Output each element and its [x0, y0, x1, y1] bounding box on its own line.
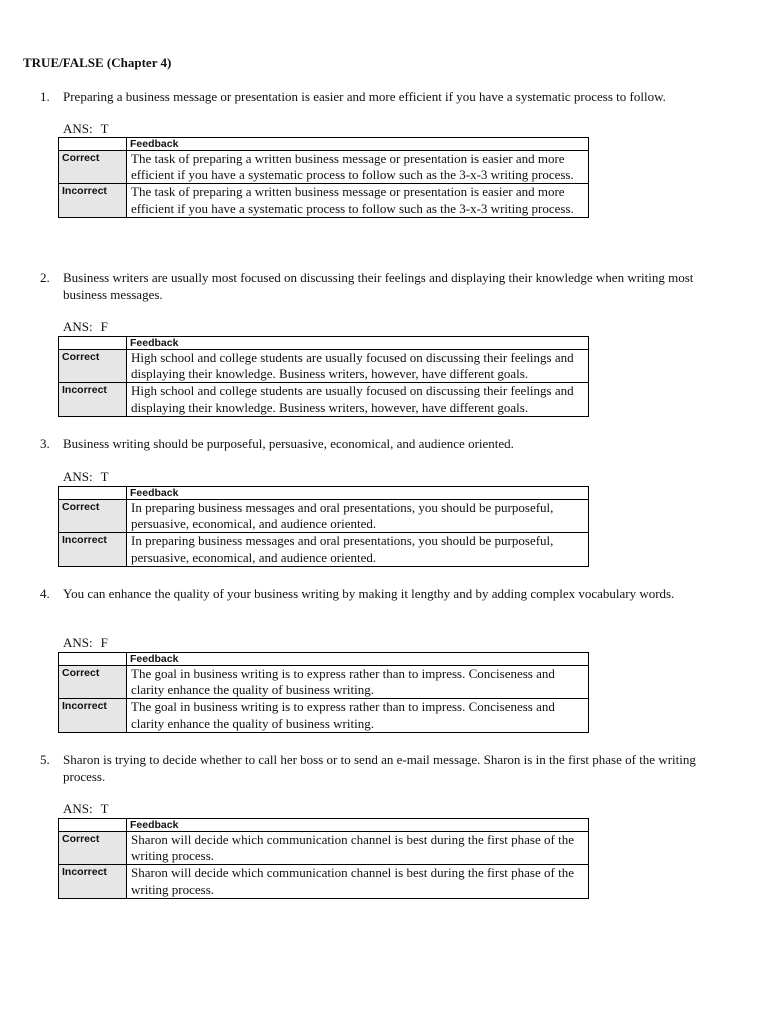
answer-line [63, 469, 109, 485]
answer-line [63, 635, 108, 651]
feedback-header: Feedback [127, 819, 589, 832]
answer-value: T [100, 121, 109, 136]
feedback-header-row [59, 138, 589, 151]
feedback-header-blank [59, 337, 127, 350]
feedback-header-row [59, 337, 589, 350]
question-number: 5. [40, 752, 50, 767]
feedback-incorrect-row [59, 699, 589, 732]
question-number: 1. [40, 89, 50, 104]
question-text: Business writers are usually most focused on discussing their feelings and displaying their knowledge when writing most business messages. [63, 270, 694, 302]
feedback-header-row [59, 487, 589, 500]
incorrect-label: Incorrect [59, 533, 127, 566]
feedback-correct-row [59, 500, 589, 533]
feedback-correct-row [59, 832, 589, 865]
feedback-header-row [59, 653, 589, 666]
feedback-table [58, 486, 589, 567]
feedback-header: Feedback [127, 653, 589, 666]
answer-line [63, 801, 109, 817]
incorrect-feedback-text: Sharon will decide which communication channel is best during the first phase of the writing process. [127, 865, 589, 898]
correct-label: Correct [59, 151, 127, 184]
question-text: Sharon is trying to decide whether to call her boss or to send an e-mail message. Sharon is in the first phase of the writing process. [63, 752, 696, 784]
answer-value: F [100, 319, 108, 334]
question-text: You can enhance the quality of your business writing by making it lengthy and by adding complex vocabulary words. [63, 586, 675, 601]
correct-feedback-text: Sharon will decide which communication channel is best during the first phase of the writing process. [127, 832, 589, 865]
page-title: TRUE/FALSE (Chapter 4) [23, 55, 172, 70]
correct-label: Correct [59, 832, 127, 865]
question-number: 3. [40, 436, 50, 451]
feedback-correct-row [59, 151, 589, 184]
question-text: Preparing a business message or presentation is easier and more efficient if you have a systematic process to follow. [63, 89, 666, 104]
incorrect-feedback-text: In preparing business messages and oral presentations, you should be purposeful, persuasive, economical, and audience oriented. [127, 533, 589, 566]
correct-label: Correct [59, 500, 127, 533]
answer-value: T [100, 469, 109, 484]
incorrect-feedback-text: The goal in business writing is to express rather than to impress. Conciseness and clarity enhance the quality of business writing. [127, 699, 589, 732]
answer-label: ANS: [63, 469, 93, 484]
feedback-table [58, 818, 589, 899]
feedback-incorrect-row [59, 865, 589, 898]
question-number: 4. [40, 586, 50, 601]
feedback-incorrect-row [59, 533, 589, 566]
feedback-header: Feedback [127, 487, 589, 500]
feedback-header-blank [59, 819, 127, 832]
incorrect-feedback-text: The task of preparing a written business message or presentation is easier and more efficient if you have a systematic process to follow such as the 3-x-3 writing process. [127, 184, 589, 217]
answer-line [63, 121, 109, 137]
question-number: 2. [40, 270, 50, 285]
incorrect-label: Incorrect [59, 865, 127, 898]
correct-feedback-text: The goal in business writing is to express rather than to impress. Conciseness and clarity enhance the quality of business writing. [127, 666, 589, 699]
answer-label: ANS: [63, 801, 93, 816]
feedback-table [58, 137, 589, 218]
question-text: Business writing should be purposeful, persuasive, economical, and audience oriented. [63, 436, 514, 451]
incorrect-label: Incorrect [59, 699, 127, 732]
feedback-correct-row [59, 666, 589, 699]
correct-label: Correct [59, 350, 127, 383]
incorrect-label: Incorrect [59, 383, 127, 416]
feedback-header-blank [59, 138, 127, 151]
correct-feedback-text: In preparing business messages and oral presentations, you should be purposeful, persuasive, economical, and audience oriented. [127, 500, 589, 533]
answer-value: T [100, 801, 109, 816]
answer-line [63, 319, 108, 335]
answer-label: ANS: [63, 635, 93, 650]
feedback-header: Feedback [127, 337, 589, 350]
feedback-table [58, 336, 589, 417]
feedback-header-row [59, 819, 589, 832]
feedback-incorrect-row [59, 383, 589, 416]
incorrect-label: Incorrect [59, 184, 127, 217]
feedback-table [58, 652, 589, 733]
feedback-header-blank [59, 653, 127, 666]
answer-label: ANS: [63, 121, 93, 136]
feedback-header: Feedback [127, 138, 589, 151]
incorrect-feedback-text: High school and college students are usually focused on discussing their feelings and displaying their knowledge. Business writers, however, have different goals. [127, 383, 589, 416]
answer-value: F [100, 635, 108, 650]
correct-feedback-text: The task of preparing a written business message or presentation is easier and more efficient if you have a systematic process to follow such as the 3-x-3 writing process. [127, 151, 589, 184]
feedback-incorrect-row [59, 184, 589, 217]
answer-label: ANS: [63, 319, 93, 334]
correct-feedback-text: High school and college students are usually focused on discussing their feelings and displaying their knowledge. Business writers, however, have different goals. [127, 350, 589, 383]
feedback-header-blank [59, 487, 127, 500]
correct-label: Correct [59, 666, 127, 699]
feedback-correct-row [59, 350, 589, 383]
